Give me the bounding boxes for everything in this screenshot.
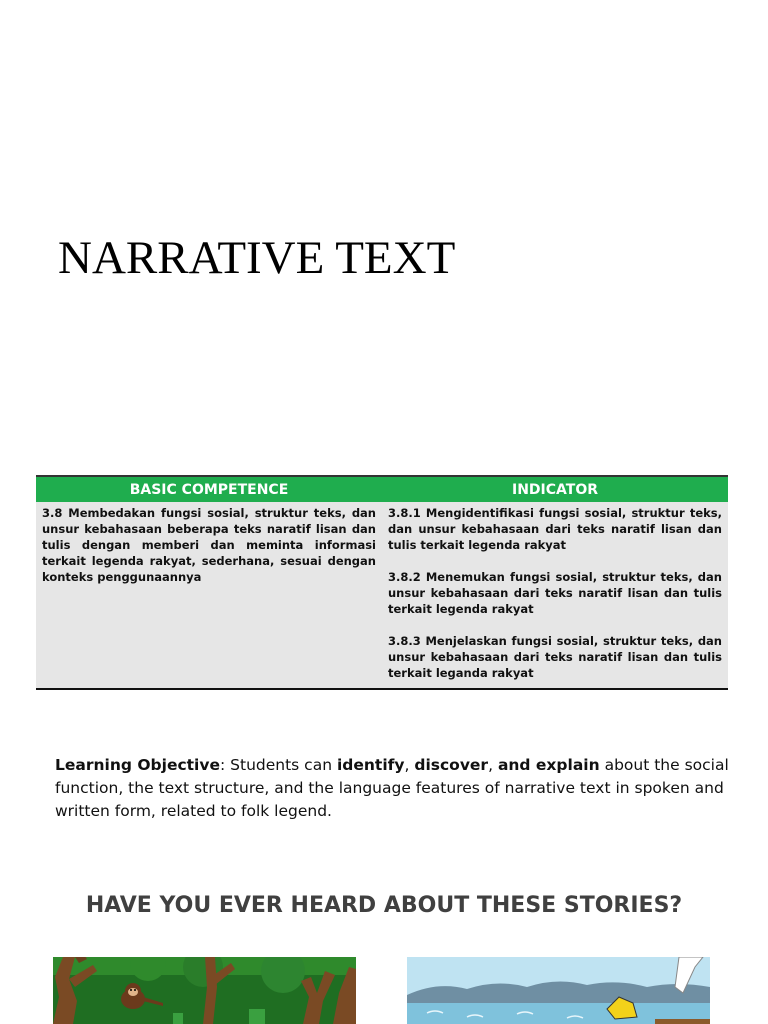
indicator-cell [382, 505, 728, 681]
objective-keyword: discover [414, 756, 489, 774]
monkey-forest-image [53, 957, 356, 1024]
forest-illustration [53, 957, 356, 1024]
objective-text: : Students can [220, 756, 337, 774]
lake-boat-image [407, 957, 710, 1024]
basic-competence-cell [36, 505, 382, 681]
indicator-item: 3.8.1 Mengidentifikasi fungsi sosial, struktur teks, dan unsur kebahasaan dari teks naratif lisan dan tulis terkait legenda rakyat [388, 506, 722, 552]
objective-separator: , [488, 756, 498, 774]
section-question: HAVE YOU EVER HEARD ABOUT THESE STORIES? [85, 893, 683, 918]
objective-keyword: identify [336, 756, 405, 774]
table-header-row [36, 477, 728, 502]
lake-illustration [407, 957, 710, 1024]
objective-text: about the social function, the text structure, and the language features of narrative text in spoken and written form, related to folk legend. [55, 756, 729, 820]
indicator-item: 3.8.3 Menjelaskan fungsi sosial, struktur teks, dan unsur kebahasaan dari teks naratif lisan dan tulis terkait leganda rakyat [388, 634, 722, 680]
objective-label: Learning Objective [55, 756, 220, 774]
objective-keyword: and explain [497, 756, 600, 774]
basic-competence-text: 3.8 Membedakan fungsi sosial, struktur teks, dan unsur kebahasaan beberapa teks naratif lisan dan tulis dengan memberi dan meminta informasi terkait legenda rakyat, sederhana, sesuai dengan konteks penggunaannya [42, 506, 376, 584]
header-indicator: INDICATOR [511, 481, 598, 498]
indicator-item: 3.8.2 Menemukan fungsi sosial, struktur teks, dan unsur kebahasaan dari teks naratif lisan dan tulis terkait legenda rakyat [388, 570, 722, 616]
table-body-row [36, 502, 728, 688]
learning-objective [55, 754, 767, 823]
objective-separator: , [404, 756, 415, 774]
header-basic-competence: BASIC COMPETENCE [129, 481, 289, 498]
slide-title: NARRATIVE TEXT [58, 232, 456, 284]
competence-table [36, 475, 728, 690]
